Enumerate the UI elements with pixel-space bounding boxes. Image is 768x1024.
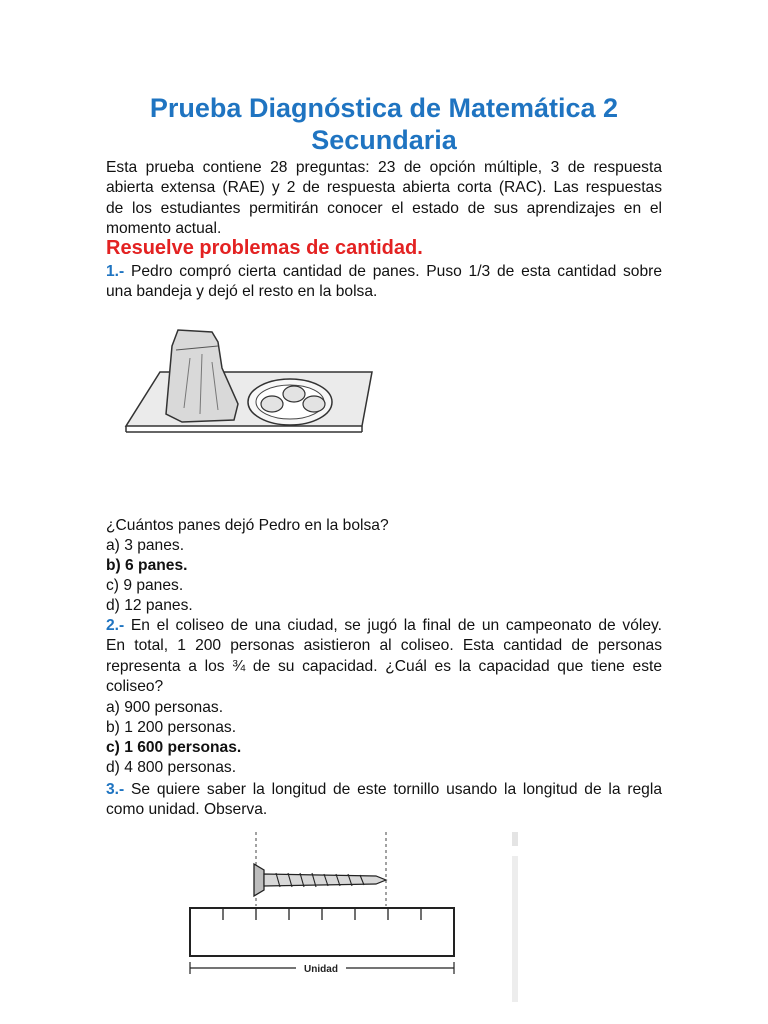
answer-option: a) 3 panes. <box>106 537 185 554</box>
ruler-unit-label: Unidad <box>304 964 338 975</box>
question-prompt: ¿Cuántos panes dejó Pedro en la bolsa? <box>106 517 389 534</box>
answer-option-correct: b) 6 panes. <box>106 557 188 574</box>
question-line: coliseo? <box>106 677 164 695</box>
answer-option: a) 900 personas. <box>106 699 224 716</box>
intro-paragraph <box>106 158 662 239</box>
intro-line: de los estudiantes permitirán conocer el estado de sus aprendizajes en el <box>106 199 662 217</box>
page-edge-mark <box>512 832 518 846</box>
intro-line: momento actual. <box>106 219 222 237</box>
answer-option-correct: c) 1 600 personas. <box>106 739 242 756</box>
question-line: En total, 1 200 personas asistieron al coliseo. Esta cantidad de personas <box>106 637 662 655</box>
answer-option: d) 4 800 personas. <box>106 759 237 776</box>
page-subtitle: Secundaria <box>311 125 457 155</box>
question-number: 2.- <box>106 617 125 634</box>
intro-line: abierta extensa (RAE) y 2 de respuesta abierta corta (RAC). Las respuestas <box>106 179 662 197</box>
answer-option: d) 12 panes. <box>106 597 193 614</box>
question-line: Pedro compró cierta cantidad de panes. Puso 1/3 de esta cantidad sobre <box>124 263 662 280</box>
intro-line: Esta prueba contiene 28 preguntas: 23 de opción múltiple, 3 de respuesta <box>106 159 662 176</box>
question-line: En el coliseo de una ciudad, se jugó la final de un campeonato de vóley. <box>124 617 662 634</box>
bread-bag-illustration <box>120 328 380 438</box>
page-edge-mark <box>512 856 518 1002</box>
screw-ruler-illustration <box>180 830 470 980</box>
answer-option: b) 1 200 personas. <box>106 719 237 736</box>
answer-option: c) 9 panes. <box>106 577 184 594</box>
question-number: 3.- <box>106 781 125 798</box>
question-line: como unidad. Observa. <box>106 801 268 819</box>
question-3-text <box>106 780 662 821</box>
question-line: una bandeja y dejó el resto en la bolsa. <box>106 283 378 301</box>
question-1-text <box>106 262 662 303</box>
question-number: 1.- <box>106 263 125 280</box>
page-title: Prueba Diagnóstica de Matemática 2 <box>149 93 619 123</box>
section-heading: Resuelve problemas de cantidad. <box>106 237 423 259</box>
question-line: Se quiere saber la longitud de este tornillo usando la longitud de la regla <box>124 781 662 798</box>
question-line: representa a los ¾ de su capacidad. ¿Cuál es la capacidad que tiene este <box>106 657 662 675</box>
question-2-text <box>106 616 662 697</box>
